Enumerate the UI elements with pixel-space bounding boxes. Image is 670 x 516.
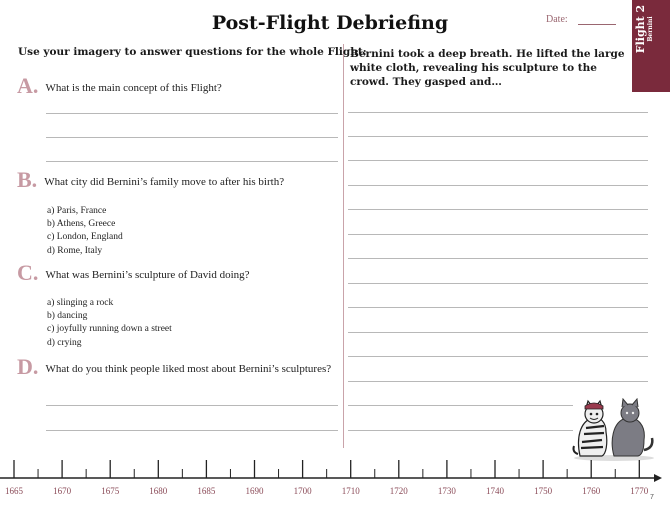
options-c <box>47 297 172 350</box>
timeline-label: 1685 <box>197 486 216 496</box>
timeline-label: 1680 <box>149 486 168 496</box>
options-b <box>47 205 123 258</box>
writing-line[interactable] <box>348 430 573 431</box>
option-c-b[interactable]: b) dancing <box>47 311 88 322</box>
writing-line[interactable] <box>348 356 648 357</box>
timeline-label: 1675 <box>101 486 120 496</box>
question-text: What was Bernini’s sculpture of David doing? <box>45 269 250 281</box>
timeline-label: 1700 <box>293 486 312 496</box>
timeline-ticks <box>14 460 639 478</box>
instructions: Use your imagery to answer questions for the whole Flight: <box>18 46 367 58</box>
writing-line[interactable] <box>348 160 648 161</box>
timeline-label: 1710 <box>341 486 360 496</box>
timeline-label: 1740 <box>486 486 504 496</box>
answer-line[interactable] <box>46 161 338 162</box>
grey-cat-icon <box>612 399 652 456</box>
writing-line[interactable] <box>348 234 648 235</box>
answer-line[interactable] <box>46 137 338 138</box>
timeline-label: 1730 <box>437 486 456 496</box>
story-prompt: Bernini took a deep breath. He lifted the large white cloth, revealing his sculpture to the crowd. They gasped and… <box>350 48 625 88</box>
writing-line[interactable] <box>348 405 573 406</box>
timeline-label: 1670 <box>53 486 72 496</box>
option-c-a[interactable]: a) slinging a rock <box>47 298 114 308</box>
question-letter: D. <box>17 354 39 379</box>
timeline-label: 1690 <box>245 486 264 496</box>
option-c-d[interactable]: d) crying <box>47 337 82 348</box>
question-c <box>17 260 250 286</box>
flight-tab-label: Flight 2 <box>634 4 647 54</box>
writing-line[interactable] <box>348 185 648 186</box>
writing-line[interactable] <box>348 307 648 308</box>
question-text: What is the main concept of this Flight? <box>45 82 222 94</box>
question-b <box>17 167 284 193</box>
column-divider <box>343 44 344 448</box>
option-b-c[interactable]: c) London, England <box>47 232 123 243</box>
timeline-label: 1665 <box>5 486 23 496</box>
writing-line[interactable] <box>348 258 648 259</box>
date-label: Date: <box>546 14 568 25</box>
page-title <box>0 12 670 34</box>
writing-line[interactable] <box>348 283 648 284</box>
timeline-label: 1750 <box>534 486 553 496</box>
flight-tab-text <box>635 0 654 62</box>
question-letter: B. <box>17 167 38 192</box>
question-a <box>17 73 222 99</box>
answer-line[interactable] <box>46 405 338 406</box>
timeline-arrow-icon <box>654 474 662 482</box>
answer-line[interactable] <box>46 430 338 431</box>
page-number: 7 <box>650 494 654 501</box>
option-b-b[interactable]: b) Athens, Greece <box>47 219 116 230</box>
striped-cat-icon <box>574 401 607 456</box>
flight-tab <box>632 0 670 92</box>
question-letter: C. <box>17 260 39 285</box>
flight-tab-sublabel: Bernini <box>647 16 654 42</box>
writing-line[interactable] <box>348 332 648 333</box>
question-d <box>17 354 331 380</box>
date-field[interactable] <box>578 24 616 25</box>
writing-line[interactable] <box>348 381 648 382</box>
question-letter: A. <box>17 73 39 98</box>
timeline-label: 1770 <box>630 486 649 496</box>
question-text: What city did Bernini’s family move to after his birth? <box>44 176 285 188</box>
writing-line[interactable] <box>348 136 648 137</box>
option-b-a[interactable]: a) Paris, France <box>47 206 107 216</box>
question-text: What do you think people liked most about Bernini’s sculptures? <box>45 363 332 375</box>
option-c-c[interactable]: c) joyfully running down a street <box>47 324 172 335</box>
page-title-text: Post-Flight Debriefing <box>211 12 449 34</box>
answer-line[interactable] <box>46 113 338 114</box>
timeline-label: 1760 <box>582 486 601 496</box>
writing-line[interactable] <box>348 209 648 210</box>
writing-line[interactable] <box>348 112 648 113</box>
option-b-d[interactable]: d) Rome, Italy <box>47 245 103 256</box>
timeline-label: 1720 <box>389 486 408 496</box>
